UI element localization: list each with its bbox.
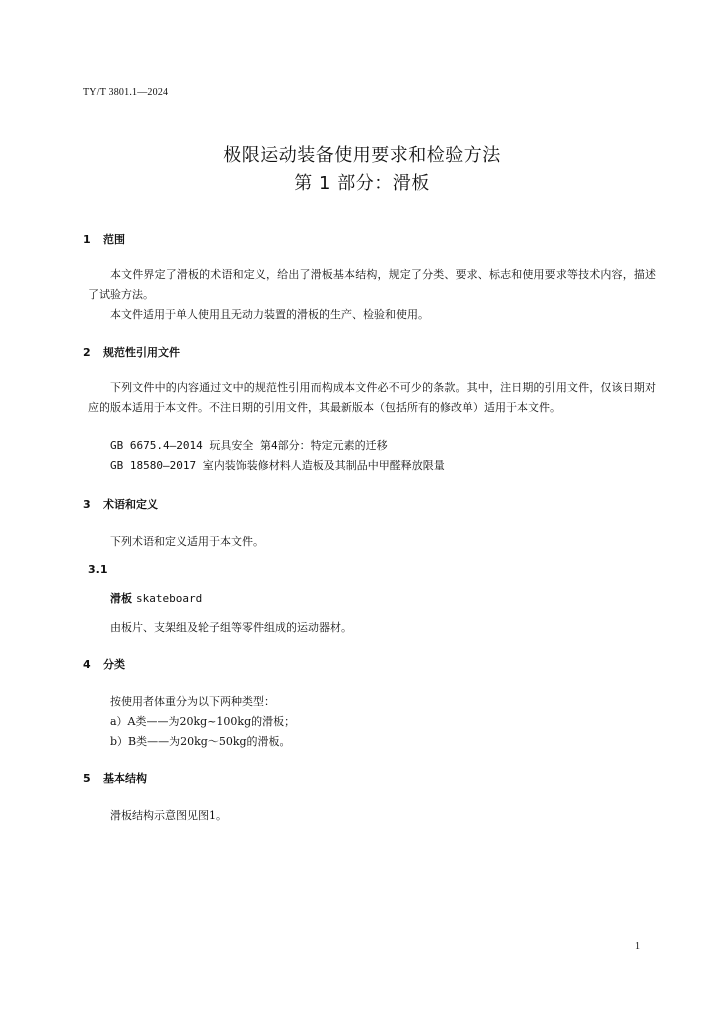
section-number: 4 [83,658,91,671]
reference-item: GB 6675.4—2014 玩具安全 第4部分：特定元素的迁移 [110,439,388,452]
references-paragraph: 下列文件中的内容通过文中的规范性引用而构成本文件必不可少的条款。其中，注日期的引用文件，仅该日期对应的版本适用于本文件。不注日期的引用文件，其最新版本（包括所有的修改单）适用于本文件。 [88,381,656,414]
classification-paragraph: 按使用者体重分为以下两种类型： [110,695,275,708]
document-subtitle: 第 1 部分：滑板 [294,173,430,194]
structure-paragraph: 滑板结构示意图见图1。 [110,809,227,822]
classification-item-b: b）B类——为20kg～50kg的滑板。 [110,735,291,748]
section-title: 分类 [103,658,125,671]
standard-code: TY/T 3801.1—2024 [83,87,169,98]
section-title: 规范性引用文件 [103,346,180,359]
page-number: 1 [635,941,640,952]
section-title: 基本结构 [103,772,147,785]
scope-paragraph-1: 本文件界定了滑板的术语和定义，给出了滑板基本结构，规定了分类、要求、标志和使用要求等技术内容，描述了试验方法。 [88,268,656,301]
terms-paragraph: 下列术语和定义适用于本文件。 [110,535,264,548]
section-heading-classification [83,657,125,673]
scope-paragraph-2: 本文件适用于单人使用且无动力装置的滑板的生产、检验和使用。 [110,308,429,321]
term-definition: 由板片、支架组及轮子组等零件组成的运动器材。 [110,621,352,634]
section-heading-scope [83,232,125,248]
section-number: 5 [83,772,91,785]
classification-item-a: a）A类——为20kg~100kg的滑板； [110,715,296,728]
section-heading-basic-structure [83,771,147,787]
document-title: 极限运动装备使用要求和检验方法 [223,145,501,166]
section-heading-normative-references [83,345,180,361]
reference-item: GB 18580—2017 室内装饰装修材料人造板及其制品中甲醛释放限量 [110,459,445,472]
section-number: 1 [83,233,91,246]
term-english: skateboard [136,592,203,605]
section-title: 术语和定义 [103,498,158,511]
section-title: 范围 [103,233,125,246]
section-heading-terms [83,497,158,513]
section-number: 3 [83,498,91,511]
term-chinese: 滑板 [110,592,132,605]
term-entry [110,590,202,606]
section-number: 2 [83,346,91,359]
term-number: 3.1 [88,563,108,576]
